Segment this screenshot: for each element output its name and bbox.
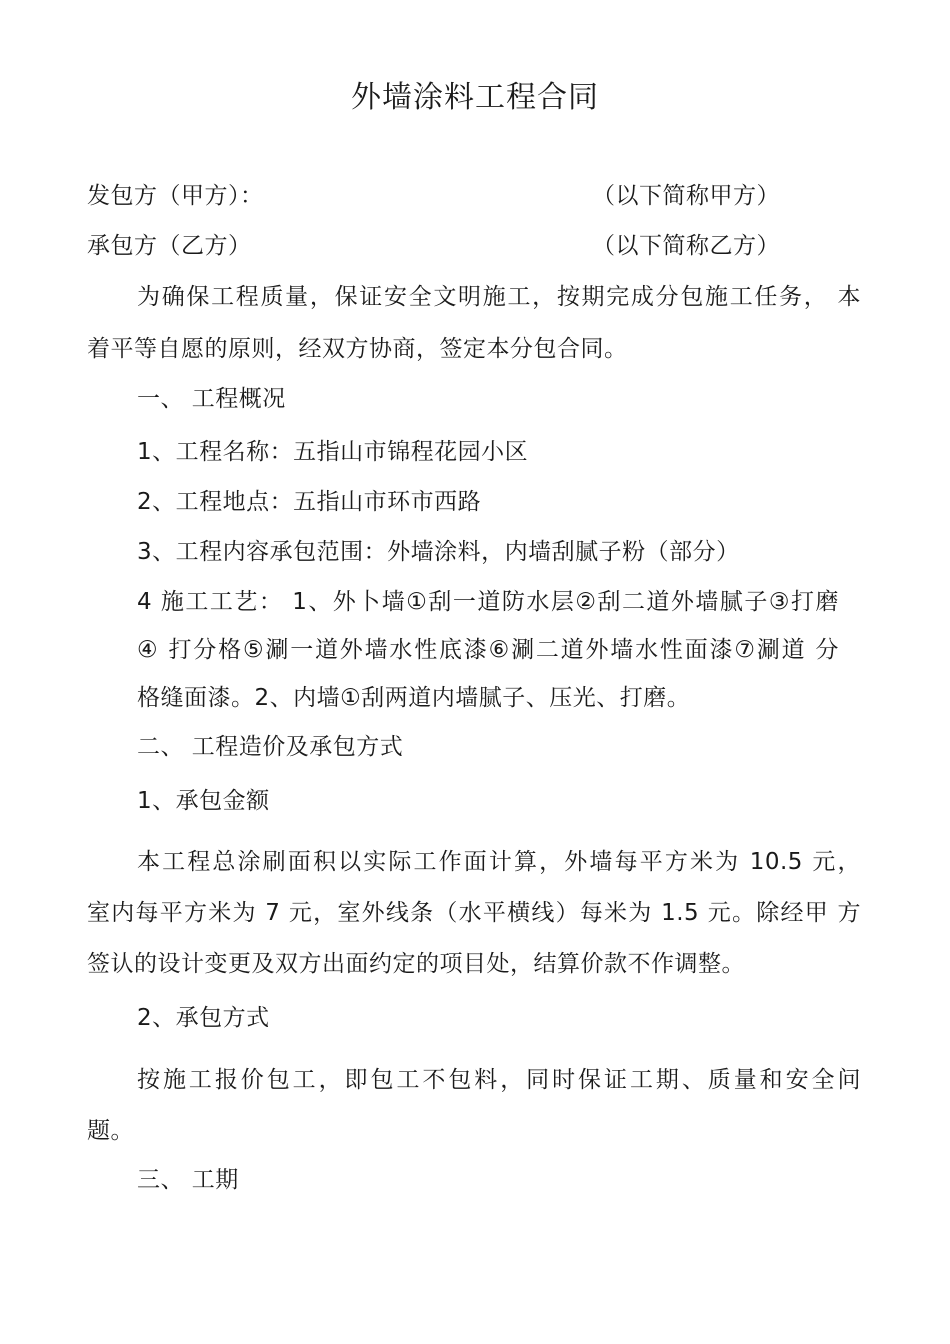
paragraph-line: 室内每平方米为 7 元，室外线条（水平横线）每米为 1.5 元。除经甲 方 xyxy=(87,900,861,926)
party-b-label: 承包方（乙方） xyxy=(87,233,252,259)
page-title: 外墙涂料工程合同 xyxy=(351,80,599,115)
party-a-note: （以下简称甲方） xyxy=(592,183,780,209)
paragraph-line: 本工程总涂刷面积以实际工作面计算，外墙每平方米为 10.5 元， xyxy=(137,849,861,875)
intro-paragraph-line: 为确保工程质量，保证安全文明施工，按期完成分包施工任务， 本 xyxy=(137,284,861,310)
list-item: 2、工程地点：五指山市环市西路 xyxy=(137,489,482,515)
subsection-heading: 2、承包方式 xyxy=(137,1005,270,1031)
intro-paragraph-line: 着平等自愿的原则，经双方协商，签定本分包合同。 xyxy=(87,336,628,362)
list-item: 格缝面漆。2、内墙①刮两道内墙腻子、压光、打磨。 xyxy=(137,685,691,711)
party-a-label: 发包方（甲方）： xyxy=(87,183,264,209)
list-item: 3、工程内容承包范围：外墙涂料，内墙刮腻子粉（部分） xyxy=(137,539,740,565)
section-heading: 一、 工程概况 xyxy=(137,386,286,412)
paragraph-line: 签认的设计变更及双方出面约定的项目处，结算价款不作调整。 xyxy=(87,951,745,977)
paragraph-line: 题。 xyxy=(87,1118,134,1144)
list-item: ④ 打分格⑤涮一道外墙水性底漆⑥涮二道外墙水性面漆⑦涮道 分 xyxy=(137,637,839,663)
paragraph-line: 按施工报价包工，即包工不包料，同时保证工期、质量和安全问 xyxy=(137,1067,861,1093)
section-heading: 二、 工程造价及承包方式 xyxy=(137,734,404,760)
subsection-heading: 1、承包金额 xyxy=(137,788,270,814)
list-item: 1、工程名称：五指山市锦程花园小区 xyxy=(137,439,529,465)
section-heading: 三、 工期 xyxy=(137,1167,239,1193)
list-item: 4 施工工艺： 1、外卜墙①刮一道防水层②刮二道外墙腻子③打磨 xyxy=(137,589,839,615)
party-b-note: （以下简称乙方） xyxy=(592,233,780,259)
